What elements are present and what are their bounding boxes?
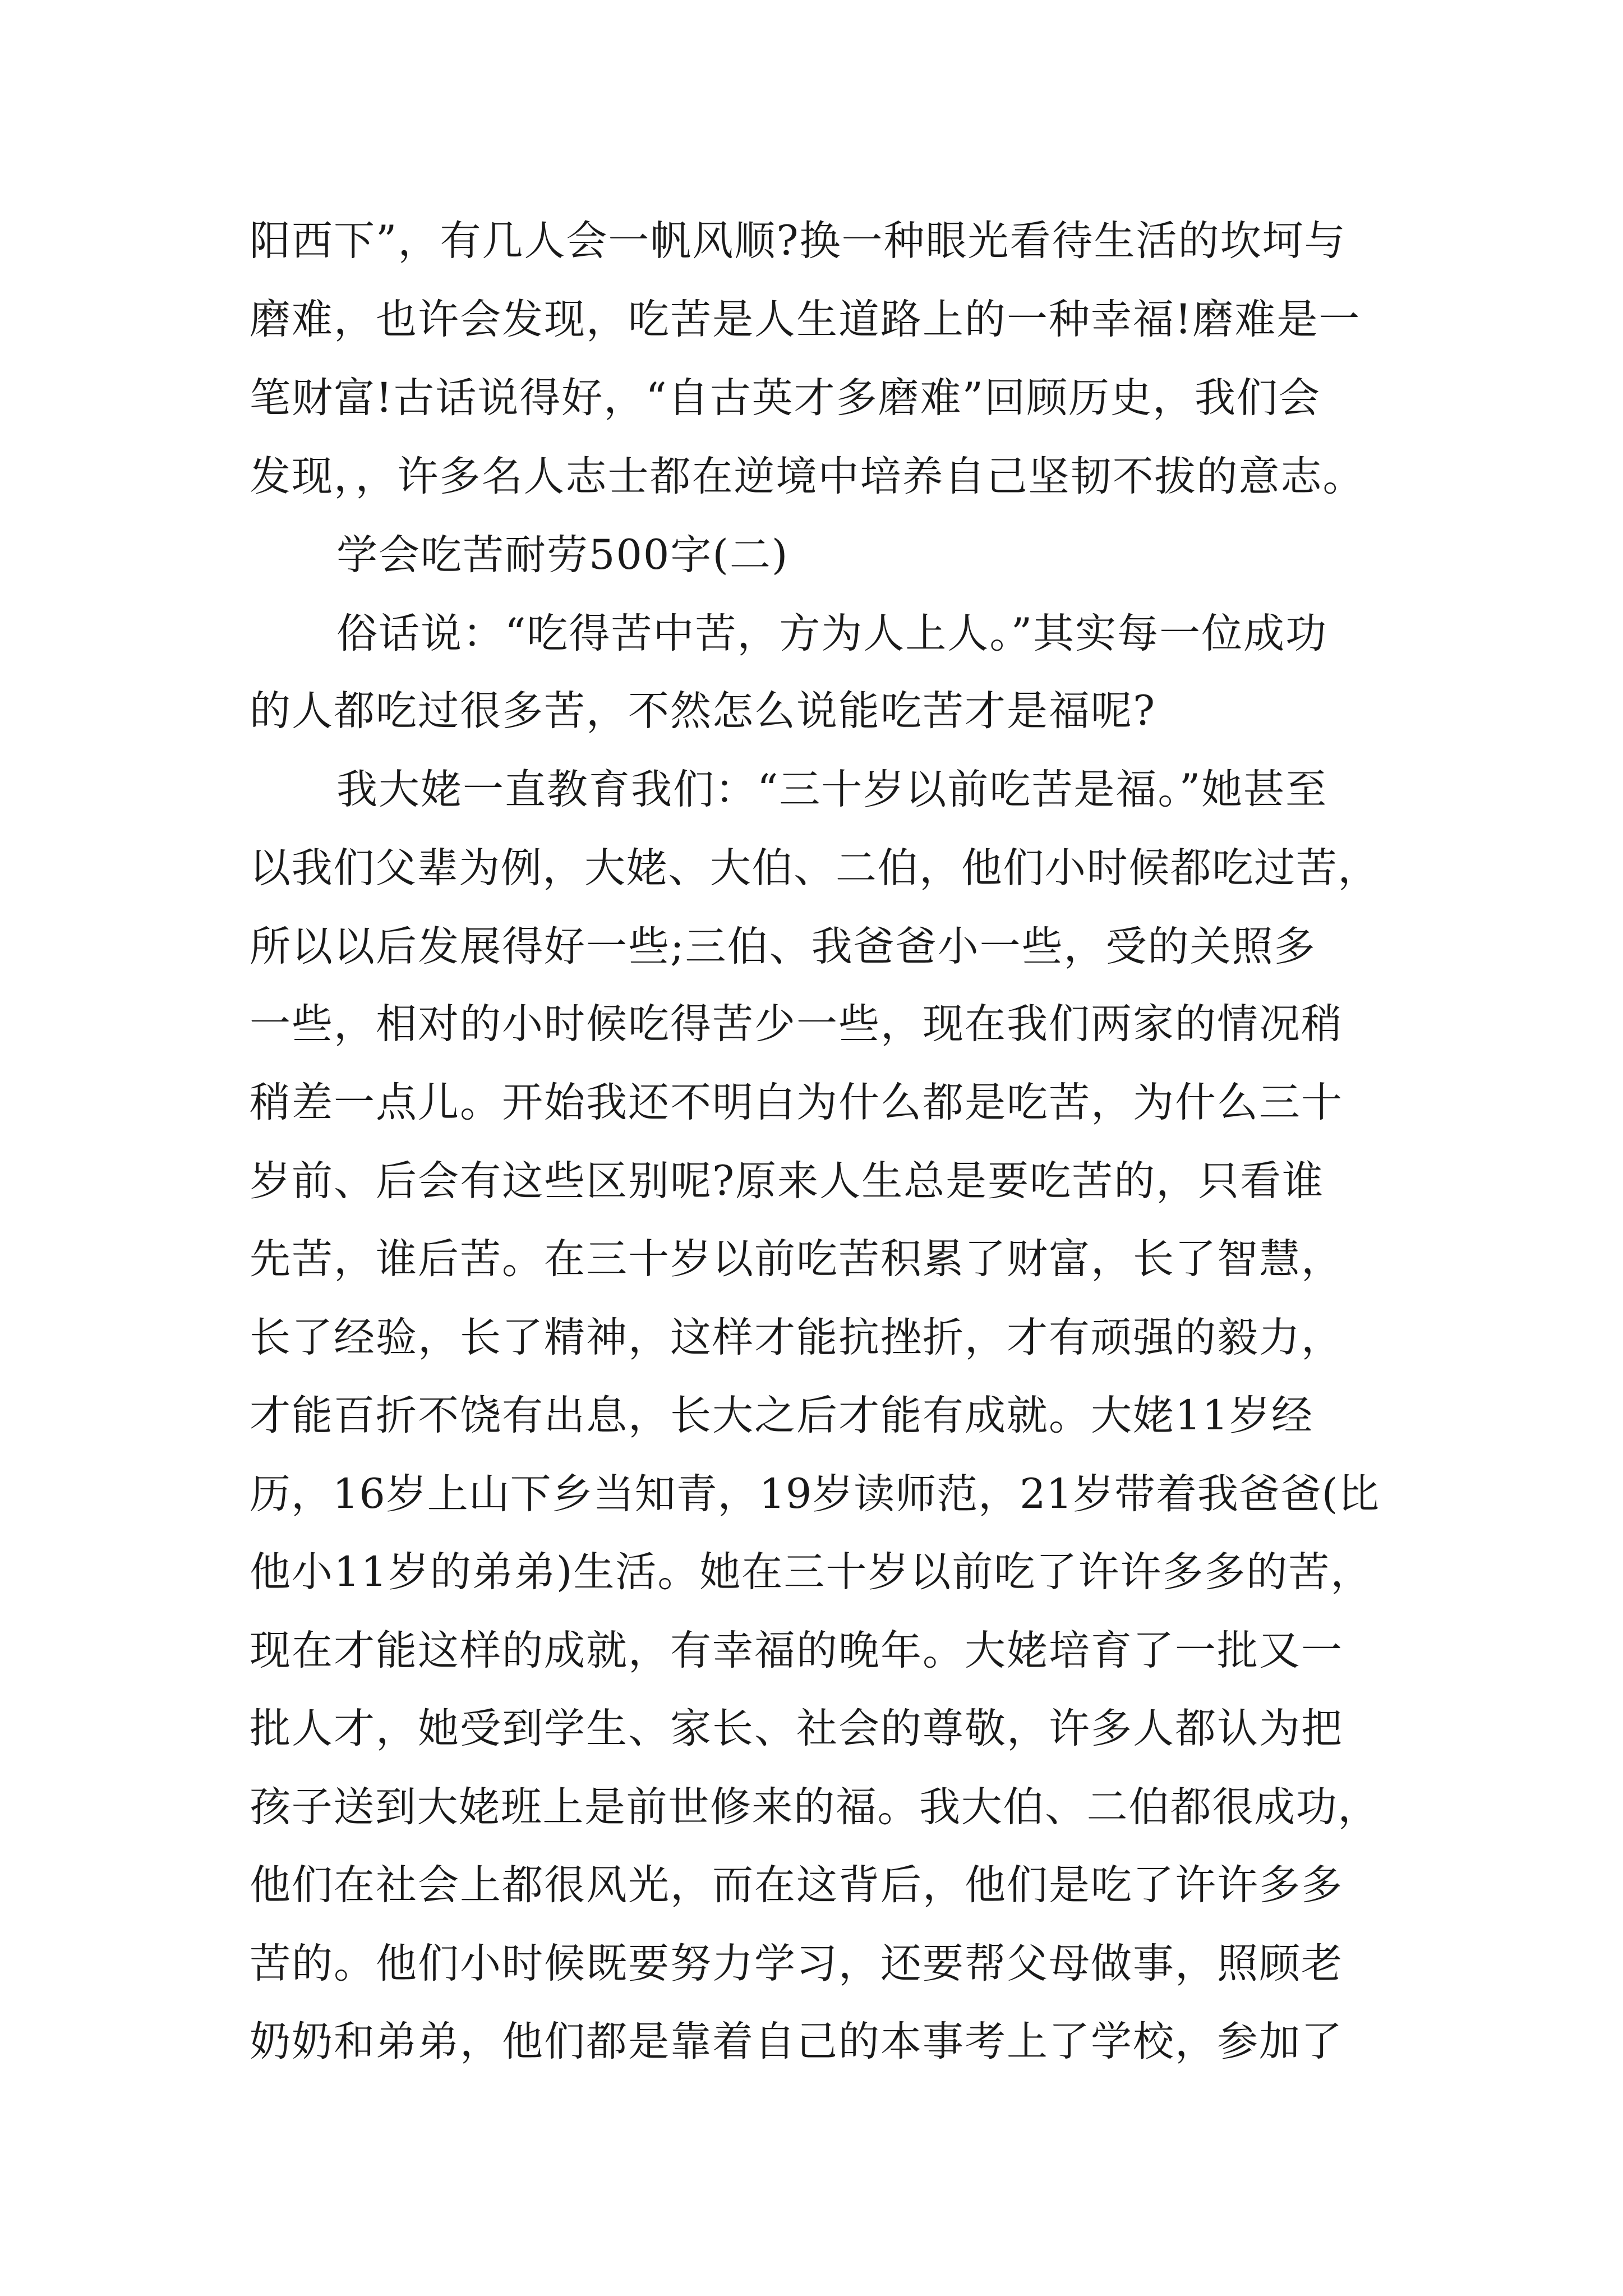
text-line: 所以以后发展得好一些;三伯、我爸爸小一些，受的关照多 (250, 923, 1316, 970)
text-line: 现在才能这样的成就，有幸福的晚年。大姥培育了一批又一 (250, 1627, 1343, 1674)
text-line: 阳西下”，有几人会一帆风顺?换一种眼光看待生活的坎坷与 (250, 217, 1347, 265)
text-line: 孩子送到大姥班上是前世修来的福。我大伯、二伯都很成功， (250, 1783, 1380, 1831)
text-line: 岁前、后会有这些区别呢?原来人生总是要吃苦的，只看谁 (250, 1157, 1325, 1205)
text-line: 先苦，谁后苦。在三十岁以前吃苦积累了财富，长了智慧， (250, 1235, 1343, 1283)
text-line: 长了经验，长了精神，这样才能抗挫折，才有顽强的毅力， (250, 1314, 1343, 1361)
text-line: 发现，，许多名人志士都在逆境中培养自己坚韧不拔的意志。 (250, 453, 1365, 500)
text-line: 我大姥一直教育我们：“三十岁以前吃苦是福。”她甚至 (336, 766, 1328, 813)
text-line: 笔财富!古话说得好，“自古英才多磨难”回顾历史，我们会 (250, 374, 1321, 422)
text-line: 他小11岁的弟弟)生活。她在三十岁以前吃了许许多多的苦， (250, 1548, 1373, 1596)
text-line: 批人才，她受到学生、家长、社会的尊敬，许多人都认为把 (250, 1705, 1343, 1752)
section-heading: 学会吃苦耐劳500字(二) (336, 531, 789, 579)
text-line: 稍差一点儿。开始我还不明白为什么都是吃苦，为什么三十 (250, 1079, 1343, 1126)
text-line: 磨难，也许会发现，吃苦是人生道路上的一种幸福!磨难是一 (250, 296, 1361, 343)
text-line: 的人都吃过很多苦，不然怎么说能吃苦才是福呢? (250, 687, 1156, 735)
text-line: 才能百折不饶有出息，长大之后才能有成就。大姥11岁经 (250, 1392, 1313, 1439)
text-line: 以我们父辈为例，大姥、大伯、二伯，他们小时候都吃过苦， (250, 844, 1380, 892)
text-line: 一些，相对的小时候吃得苦少一些，现在我们两家的情况稍 (250, 1000, 1343, 1048)
text-line: 历，16岁上山下乡当知青，19岁读师范，21岁带着我爸爸(比 (250, 1470, 1380, 1518)
text-line: 苦的。他们小时候既要努力学习，还要帮父母做事，照顾老 (250, 1940, 1343, 1987)
text-line: 俗话说：“吃得苦中苦，方为人上人。”其实每一位成功 (336, 610, 1328, 657)
text-line: 奶奶和弟弟，他们都是靠着自己的本事考上了学校，参加了 (250, 2018, 1343, 2065)
text-line: 他们在社会上都很风光，而在这背后，他们是吃了许许多多 (250, 1861, 1343, 1909)
